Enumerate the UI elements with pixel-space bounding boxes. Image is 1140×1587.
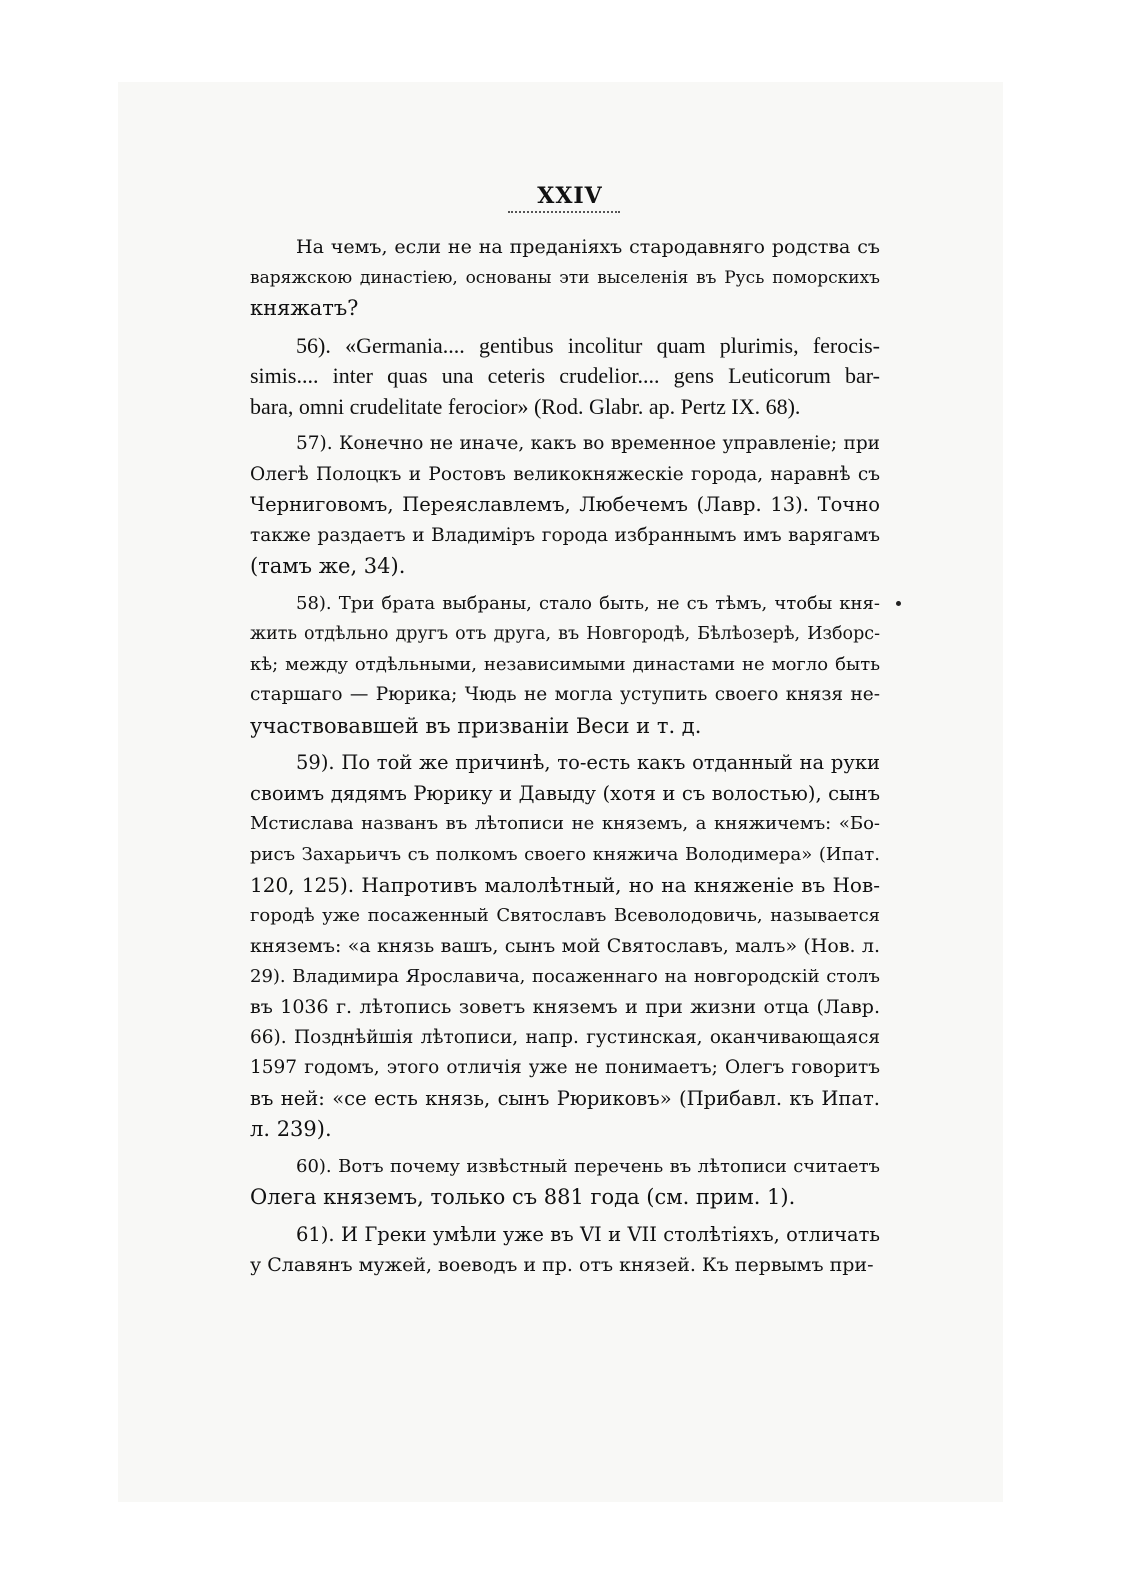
text-line: 60). Вотъ почему извѣстный перечень въ лѣтописи считаетъ xyxy=(296,1155,880,1177)
note-61 xyxy=(250,1220,880,1281)
body-text xyxy=(250,232,880,1288)
text-line: 56). «Germania.... gentibus incolitur quam plurimis, ferocis- xyxy=(296,332,880,358)
text-line: (тамъ же, 34). xyxy=(250,554,406,578)
note-58 xyxy=(250,589,880,742)
text-line: княжатъ? xyxy=(250,296,359,320)
margin-ink-dot xyxy=(896,601,901,606)
text-line: 61). И Греки умѣли уже въ VI и VII столѣтіяхъ, отличать xyxy=(296,1222,880,1246)
note-60 xyxy=(250,1152,880,1213)
text-line: варяжскою династіею, основаны эти выселенія въ Русь поморскихъ xyxy=(250,267,880,288)
note-56 xyxy=(250,331,880,423)
text-line: у Славянъ мужей, воеводъ и пр. отъ князей. Къ первымъ при- xyxy=(250,1254,874,1276)
text-line: княземъ: «а князь вашъ, сынъ мой Святославъ, малъ» (Нов. л. xyxy=(250,935,880,957)
page-number: XXIV xyxy=(537,183,603,209)
text-line: въ ней: «се есть князь, сынъ Рюриковъ» (Прибавл. къ Ипат. xyxy=(250,1086,880,1110)
text-line: Олега княземъ, только съ 881 года (см. прим. 1). xyxy=(250,1185,796,1209)
text-line: Олегѣ Полоцкъ и Ростовъ великокняжескіе города, наравнѣ съ xyxy=(250,463,880,485)
text-line: bara, omni crudelitate ferocior» (Rod. Glabr. ap. Pertz IX. 68). xyxy=(250,393,801,419)
text-line: Черниговомъ, Переяславлемъ, Любечемъ (Лавр. 13). Точно xyxy=(250,493,880,516)
text-line: въ 1036 г. лѣтопись зоветъ княземъ и при жизни отца (Лавр. xyxy=(250,996,880,1018)
note-57 xyxy=(250,429,880,582)
text-line: 66). Позднѣйшія лѣтописи, напр. густинская, оканчивающаяся xyxy=(250,1026,880,1048)
text-line: 58). Три брата выбраны, стало быть, не съ тѣмъ, чтобы кня- xyxy=(296,592,880,614)
text-line: 120, 125). Напротивъ малолѣтный, но на княженіе въ Нов- xyxy=(250,873,880,897)
text-line: 57). Конечно не иначе, какъ во временное управленіе; при xyxy=(296,433,880,454)
text-line: л. 239). xyxy=(250,1117,332,1141)
text-line: 59). По той же причинѣ, то-есть какъ отданный на руки xyxy=(296,751,880,774)
text-line: кѣ; между отдѣльными, независимыми династами не могло быть xyxy=(250,653,880,675)
text-line: рисъ Захарьичъ съ полкомъ своего княжича Володимера» (Ипат. xyxy=(250,843,880,865)
text-line: старшаго — Рюрика; Чюдь не могла уступить своего князя не- xyxy=(250,684,880,705)
page-number-rule xyxy=(508,211,620,213)
note-59 xyxy=(250,748,880,1145)
text-line: 29). Владимира Ярославича, посаженнаго на новгородскій столъ xyxy=(250,965,880,987)
text-line: 1597 годомъ, этого отличія уже не понимаетъ; Олегъ говоритъ xyxy=(250,1057,880,1078)
text-line: На чемъ, если не на преданіяхъ стародавняго родства съ xyxy=(296,236,880,258)
text-line: Мстислава названъ въ лѣтописи не княземъ, а княжичемъ: «Бо- xyxy=(250,813,880,834)
text-line: своимъ дядямъ Рюрику и Давыду (хотя и съ волостью), сынъ xyxy=(250,781,880,805)
text-line: городѣ уже посаженный Святославъ Всеволодовичь, называется xyxy=(250,904,880,926)
text-line: также раздаетъ и Владиміръ города избраннымъ имъ варягамъ xyxy=(250,524,880,546)
paragraph-intro xyxy=(250,232,880,324)
text-line: simis.... inter quas una ceteris crudelior.... gens Leuticorum bar- xyxy=(250,363,880,388)
text-line: участвовавшей въ призваніи Веси и т. д. xyxy=(250,713,702,738)
text-line: жить отдѣльно другъ отъ друга, въ Новгородѣ, Бѣлѣозерѣ, Изборс- xyxy=(250,624,880,644)
